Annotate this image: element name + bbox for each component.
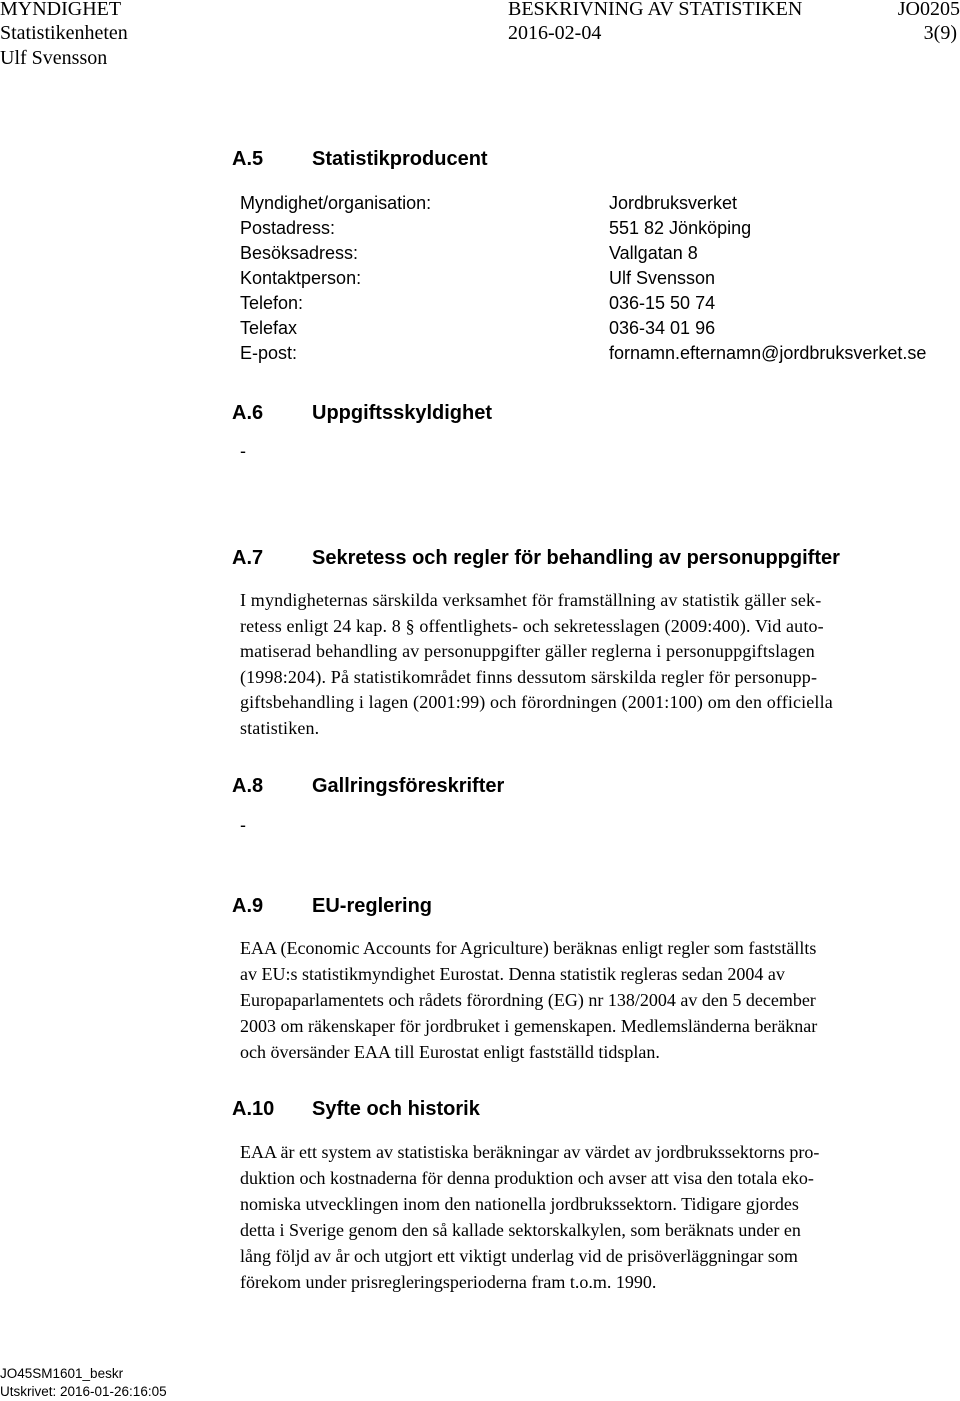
info-label: Postadress: xyxy=(240,218,336,238)
section-title: Gallringsföreskrifter xyxy=(312,775,505,797)
paragraph-line: detta i Sverige genom den så kallade sektorskalkylen, som beräknats under en xyxy=(240,1220,801,1240)
paragraph-line: statistiken. xyxy=(240,717,320,738)
info-value: 551 82 Jönköping xyxy=(609,218,752,238)
paragraph-line: matiserad behandling av personuppgifter gäller reglerna i personuppgiftslagen xyxy=(240,641,815,662)
info-value: Jordbruksverket xyxy=(609,193,738,213)
header-page-number: 3(9) xyxy=(923,22,957,44)
paragraph-line: och översänder EAA till Eurostat enligt fastställd tidsplan. xyxy=(240,1042,660,1062)
paragraph-line: duktion och kostnaderna för denna produktion och avser att visa den totala eko- xyxy=(240,1168,814,1188)
info-label: E-post: xyxy=(240,343,298,363)
section-title: Statistikproducent xyxy=(312,148,488,170)
footer-filename: JO45SM1601_beskr xyxy=(0,1366,124,1381)
section-number: A.8 xyxy=(232,775,264,797)
section-body: - xyxy=(240,815,246,835)
info-value: 036-34 01 96 xyxy=(609,318,716,338)
section-title: EU-reglering xyxy=(312,895,433,917)
info-label: Telefax xyxy=(240,318,298,338)
section-title: Sekretess och regler för behandling av personuppgifter xyxy=(312,547,840,569)
paragraph-line: 2003 om räkenskaper för jordbruket i gemenskapen. Medlemsländerna beräknar xyxy=(240,1016,818,1036)
info-value: 036-15 50 74 xyxy=(609,293,716,313)
paragraph-line: förekom under prisregleringsperioderna fram t.o.m. 1990. xyxy=(240,1272,657,1292)
section-number: A.10 xyxy=(232,1098,275,1120)
info-label: Myndighet/organisation: xyxy=(240,193,432,213)
paragraph-line: EAA (Economic Accounts for Agriculture) beräknas enligt regler som fastställts xyxy=(240,938,817,958)
paragraph-line: giftsbehandling i lagen (2001:99) och förordningen (2001:100) om den officiella xyxy=(240,692,833,713)
info-label: Telefon: xyxy=(240,293,304,313)
info-label: Besöksadress: xyxy=(240,243,359,263)
footer-printed-date: Utskrivet: 2016-01-26:16:05 xyxy=(0,1384,167,1399)
section-number: A.7 xyxy=(232,547,264,569)
section-body: - xyxy=(240,441,246,461)
section-title: Uppgiftsskyldighet xyxy=(312,402,493,424)
section-title: Syfte och historik xyxy=(312,1098,480,1120)
header-date: 2016-02-04 xyxy=(508,22,602,44)
email-link[interactable]: fornamn.efternamn@jordbruksverket.se xyxy=(609,343,927,363)
section-body xyxy=(240,935,958,1065)
section-body xyxy=(240,588,958,742)
paragraph-line: lång följd av år och utgjort ett viktigt underlag vid de prisöverläggningar som xyxy=(240,1246,798,1266)
section-number: A.9 xyxy=(232,895,264,917)
info-value: Ulf Svensson xyxy=(609,268,716,288)
info-value: Vallgatan 8 xyxy=(609,243,698,263)
header-code: JO0205 xyxy=(897,0,960,20)
paragraph-line: nomiska utvecklingen inom den nationella jordbrukssektorn. Tidigare gjordes xyxy=(240,1194,799,1214)
paragraph-line: Europaparlamentets och rådets förordning (EG) nr 138/2004 av den 5 december xyxy=(240,990,816,1010)
paragraph-line: I myndigheternas särskilda verksamhet för framställning av statistik gäller sek- xyxy=(240,590,822,610)
header-org: MYNDIGHET xyxy=(0,0,122,20)
paragraph-line: (1998:204). På statistikområdet finns dessutom särskilda regler för personupp- xyxy=(240,666,818,687)
paragraph-line: EAA är ett system av statistiska beräkningar av värdet av jordbrukssektorns pro- xyxy=(240,1142,820,1162)
paragraph-line: retess enligt 24 kap. 8 § offentlighets- och sekretesslagen (2009:400). Vid auto- xyxy=(240,615,824,636)
header-unit: Statistikenheten xyxy=(0,22,128,44)
info-label: Kontaktperson: xyxy=(240,268,362,288)
header-doc-type: BESKRIVNING AV STATISTIKEN xyxy=(508,0,803,20)
paragraph-line: av EU:s statistikmyndighet Eurostat. Denna statistik regleras sedan 2004 av xyxy=(240,964,785,984)
section-number: A.6 xyxy=(232,402,264,424)
section-body xyxy=(240,1139,958,1295)
section-number: A.5 xyxy=(232,148,264,170)
header-person: Ulf Svensson xyxy=(0,47,108,69)
